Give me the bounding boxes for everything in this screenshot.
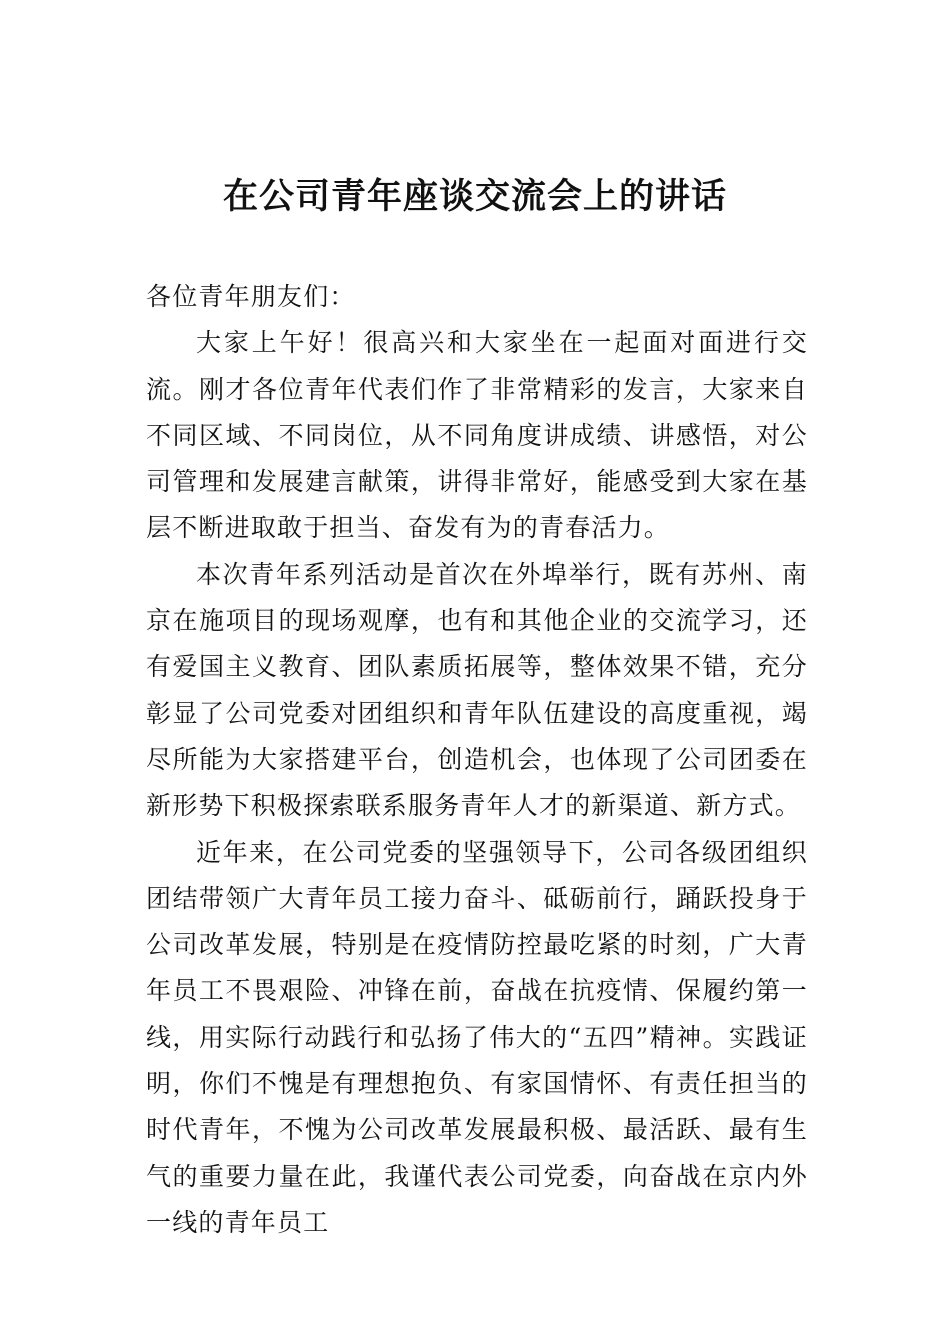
paragraph-1: 大家上午好！很高兴和大家坐在一起面对面进行交流。刚才各位青年代表们作了非常精彩的发言，大家来自不同区域、不同岗位，从不同角度讲成绩、讲感悟，对公司管理和发展建言献策，讲得非常好，能感受到大家在基层不断进取敢于担当、奋发有为的青春活力。 [146, 328, 808, 543]
document-body [146, 274, 808, 1246]
paragraph-2: 本次青年系列活动是首次在外埠举行，既有苏州、南京在施项目的现场观摩，也有和其他企业的交流学习，还有爱国主义教育、团队素质拓展等，整体效果不错，充分彰显了公司党委对团组织和青年队伍建设的高度重视，竭尽所能为大家搭建平台，创造机会，也体现了公司团委在新形势下积极探索联系服务青年人才的新渠道、新方式。 [146, 559, 808, 821]
salutation: 各位青年朋友们： [146, 282, 356, 311]
document-title: 在公司青年座谈交流会上的讲话 [222, 176, 727, 217]
paragraph-3: 近年来，在公司党委的坚强领导下，公司各级团组织团结带领广大青年员工接力奋斗、砥砺前行，踊跃投身于公司改革发展，特别是在疫情防控最吃紧的时刻，广大青年员工不畏艰险、冲锋在前，奋战在抗疫情、保履约第一线，用实际行动践行和弘扬了伟大的“五四”精神。实践证明，你们不愧是有理想抱负、有家国情怀、有责任担当的时代青年，不愧为公司改革发展最积极、最活跃、最有生气的重要力量在此，我谨代表公司党委，向奋战在京内外一线的青年员工 [146, 837, 808, 1237]
